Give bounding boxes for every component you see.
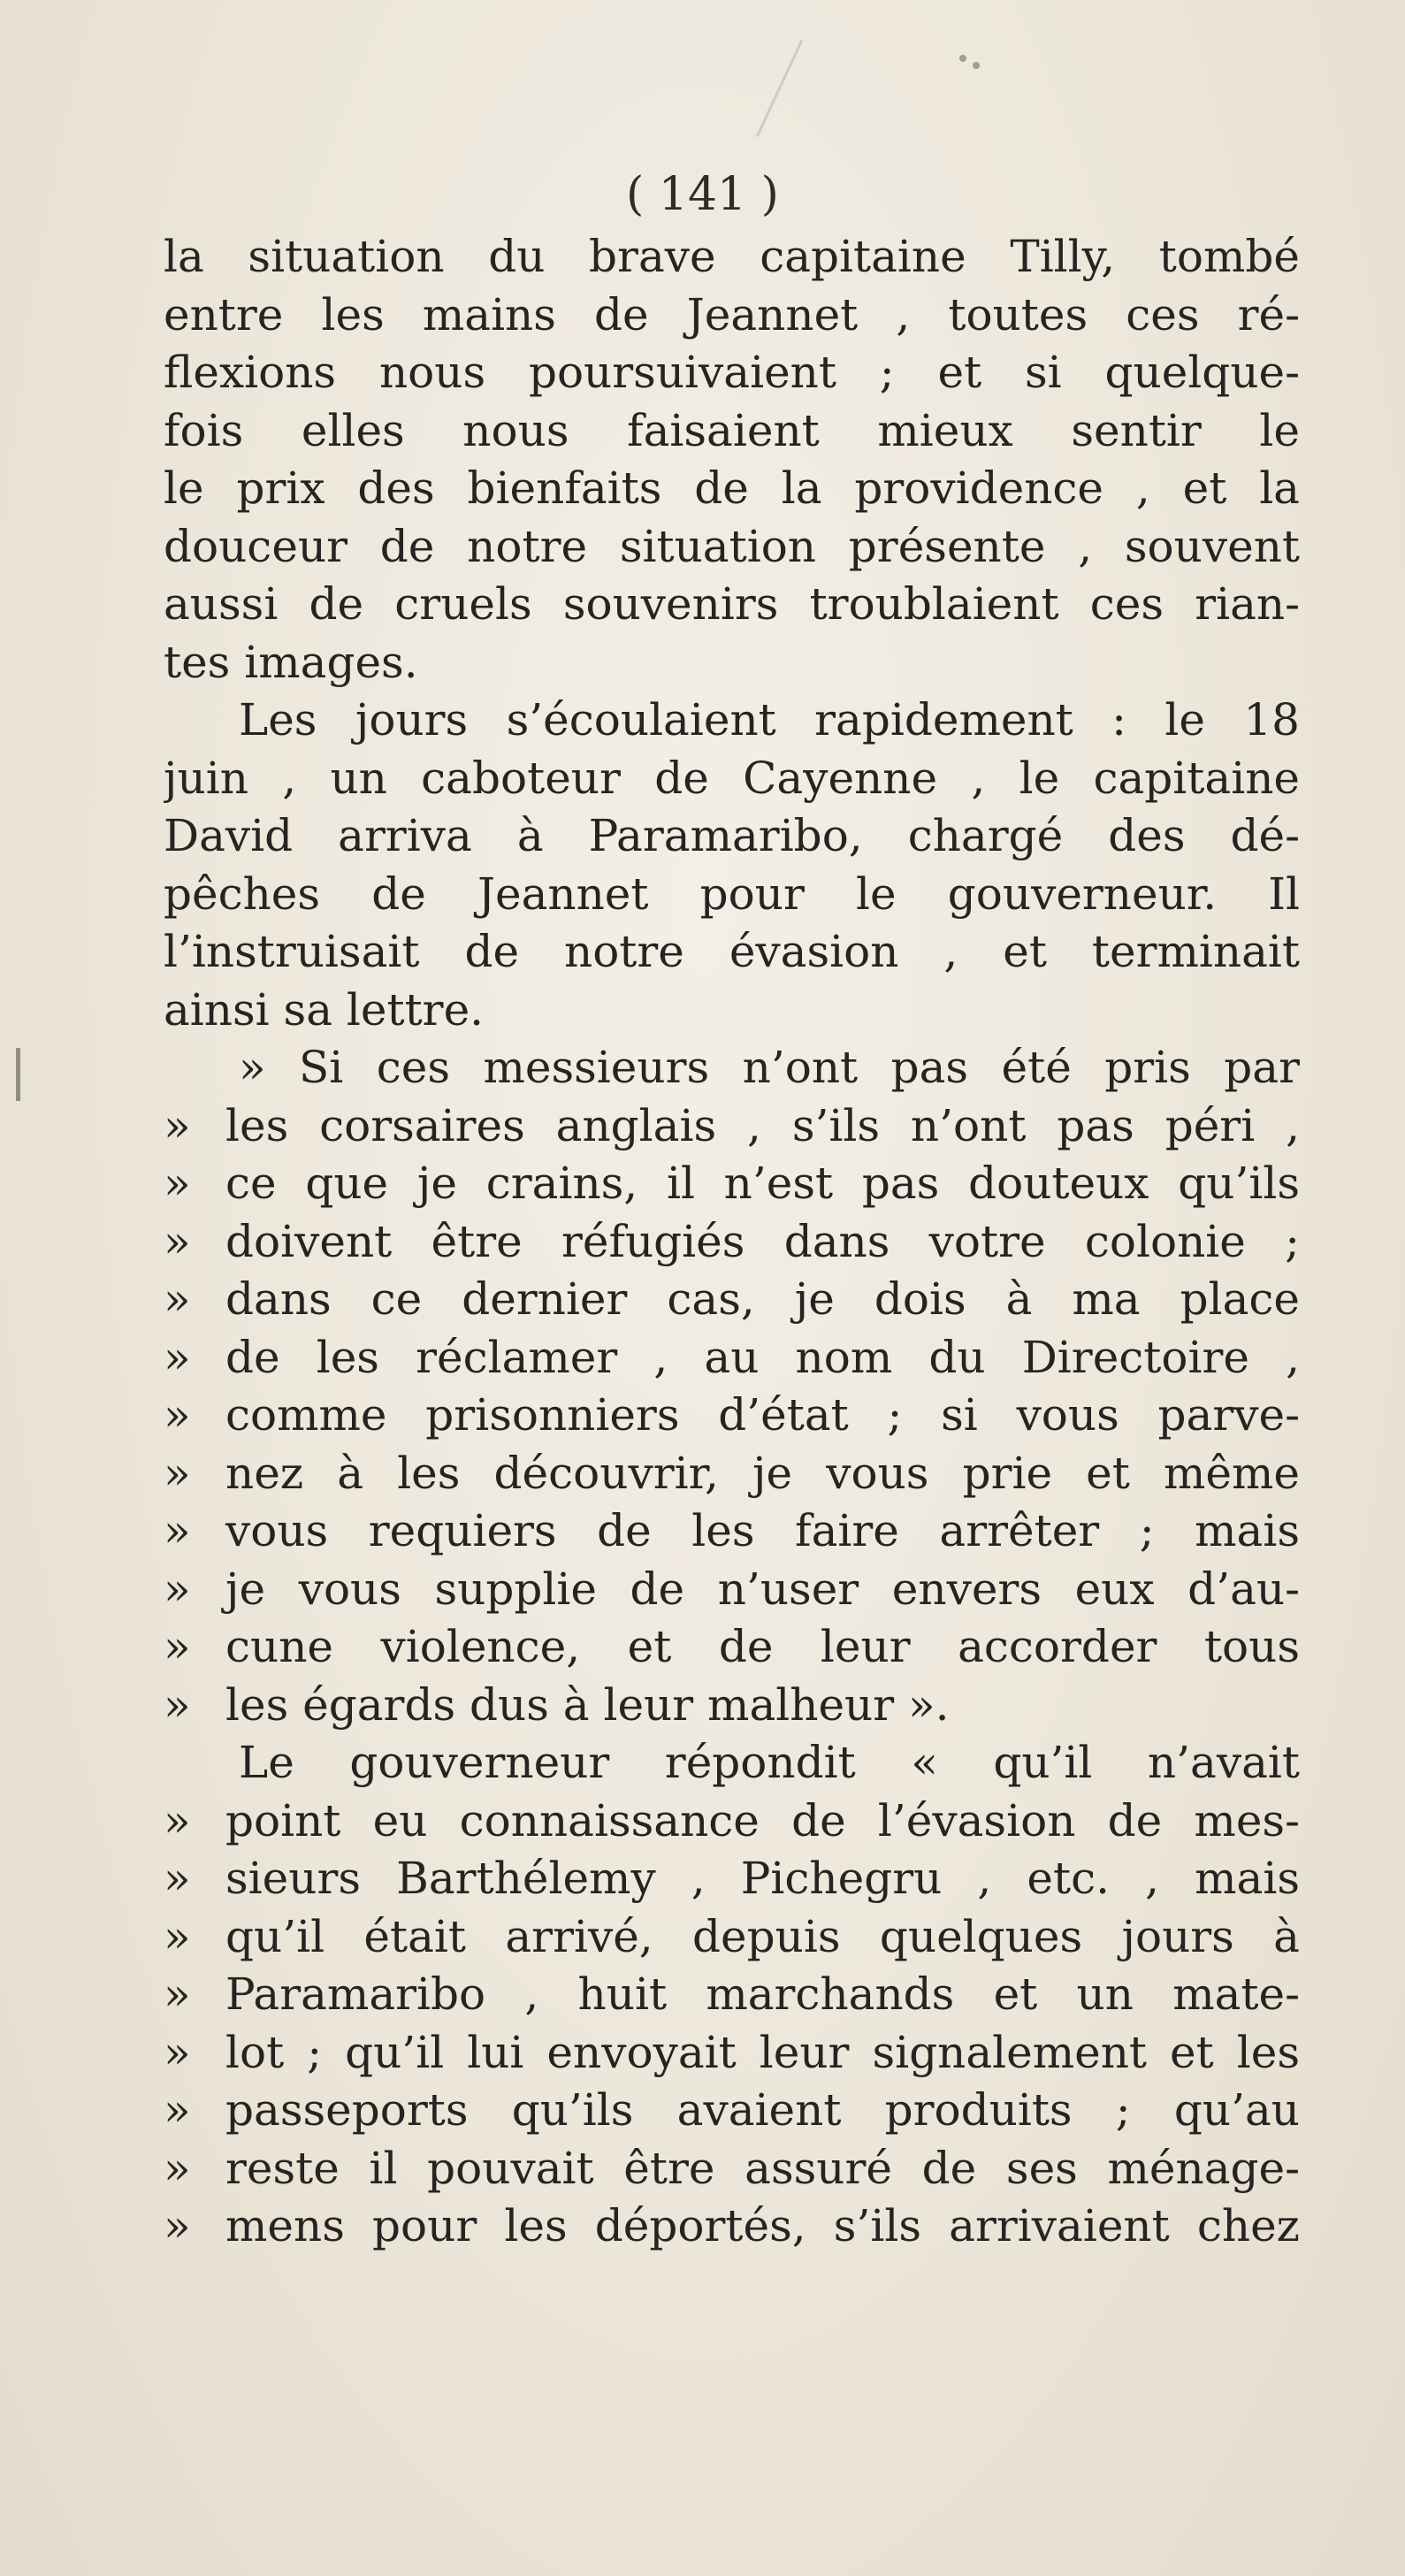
quote-mark: » — [164, 2084, 191, 2136]
quote-mark: » — [164, 2026, 191, 2078]
line-text: comme prisonniers d’état ; si vous parve- — [225, 1389, 1300, 1441]
text-line — [164, 402, 1300, 461]
line-text: l’instruisait de notre évasion , et terminait — [164, 926, 1300, 977]
text-line — [164, 287, 1300, 345]
text-line — [164, 2140, 1300, 2198]
line-text: les égards dus à leur malheur ». — [225, 1678, 950, 1731]
text-line — [164, 866, 1300, 924]
line-text: Les jours s’écoulaient rapidement : le 18 — [239, 694, 1300, 745]
text-line — [164, 344, 1300, 402]
text-line — [164, 460, 1300, 518]
quote-mark: » — [164, 1389, 191, 1441]
text-line — [164, 1966, 1300, 2024]
line-text: pêches de Jeannet pour le gouverneur. Il — [164, 868, 1300, 920]
text-line — [164, 1618, 1300, 1677]
line-text: lot ; qu’il lui envoyait leur signalement et les — [225, 2026, 1300, 2078]
text-line — [164, 518, 1300, 577]
line-text: sieurs Barthélemy , Pichegru , etc. , mais — [225, 1853, 1300, 1904]
quote-mark: » — [164, 1505, 191, 1556]
text-line — [164, 2082, 1300, 2140]
quote-mark: » — [164, 1968, 191, 2020]
quote-mark: » — [164, 1563, 191, 1615]
line-text: nez à les découvrir, je vous prie et même — [225, 1447, 1300, 1499]
line-text: je vous supplie de n’user envers eux d’au- — [225, 1563, 1300, 1615]
line-text: ainsi sa lettre. — [164, 983, 485, 1036]
text-line — [164, 692, 1300, 750]
line-text: vous requiers de les faire arrêter ; mais — [225, 1505, 1300, 1556]
quote-mark: » — [164, 1853, 191, 1904]
text-line — [164, 2024, 1300, 2083]
text-line — [164, 2198, 1300, 2256]
line-text: la situation du brave capitaine Tilly, tombé — [164, 231, 1300, 282]
line-text: Le gouverneur répondit « qu’il n’avait — [239, 1737, 1300, 1788]
margin-mark — [16, 1048, 20, 1101]
line-text: reste il pouvait être assuré de ses ménage- — [225, 2142, 1300, 2194]
line-text: » Si ces messieurs n’ont pas été pris par — [239, 1042, 1300, 1093]
line-text: tes images. — [164, 636, 418, 688]
text-line — [164, 1387, 1300, 1445]
quote-mark: » — [164, 1273, 191, 1325]
body-text — [164, 228, 1300, 2256]
text-line — [164, 1039, 1300, 1097]
line-text: entre les mains de Jeannet , toutes ces ré- — [164, 288, 1300, 340]
quote-mark: » — [164, 1910, 191, 1962]
line-text: les corsaires anglais , s’ils n’ont pas péri , — [225, 1099, 1300, 1151]
text-line — [164, 1097, 1300, 1156]
text-line — [164, 750, 1300, 808]
text-line — [164, 1908, 1300, 1967]
line-text: qu’il était arrivé, depuis quelques jours à — [225, 1910, 1300, 1962]
quote-mark: » — [164, 1215, 191, 1267]
line-text: fois elles nous faisaient mieux sentir le — [164, 404, 1300, 456]
paper-speck — [973, 62, 980, 69]
line-text: passeports qu’ils avaient produits ; qu’au — [225, 2084, 1300, 2136]
quote-mark: » — [164, 1621, 191, 1672]
paper-stain — [756, 40, 803, 137]
text-line — [164, 1445, 1300, 1503]
text-line — [164, 1792, 1300, 1851]
line-text: David arriva à Paramaribo, chargé des dé- — [164, 810, 1300, 861]
line-text: juin , un caboteur de Cayenne , le capitaine — [164, 752, 1300, 804]
text-line — [164, 982, 1300, 1040]
text-line — [164, 807, 1300, 866]
quote-mark: » — [164, 2200, 191, 2251]
text-line — [164, 923, 1300, 982]
text-line — [164, 576, 1300, 634]
text-line — [164, 1850, 1300, 1908]
line-text: point eu connaissance de l’évasion de mes- — [225, 1794, 1300, 1846]
quote-mark: » — [164, 1794, 191, 1846]
quote-mark: » — [164, 1099, 191, 1151]
line-text: cune violence, et de leur accorder tous — [225, 1621, 1300, 1672]
line-text: aussi de cruels souvenirs troublaient ces rian- — [164, 578, 1300, 630]
text-line — [164, 1271, 1300, 1329]
page-number: ( 141 ) — [626, 168, 779, 221]
text-line — [164, 228, 1300, 287]
line-text: doivent être réfugiés dans votre colonie ; — [225, 1215, 1300, 1267]
text-line — [164, 1561, 1300, 1619]
text-line — [164, 1329, 1300, 1387]
text-line — [164, 1155, 1300, 1213]
line-text: le prix des bienfaits de la providence , et la — [164, 462, 1300, 514]
line-text: ce que je crains, il n’est pas douteux qu’ils — [225, 1158, 1300, 1209]
text-line — [164, 1213, 1300, 1272]
line-text: douceur de notre situation présente , souvent — [164, 520, 1300, 572]
line-text: dans ce dernier cas, je dois à ma place — [225, 1273, 1300, 1325]
text-line — [164, 634, 1300, 692]
quote-mark: » — [164, 1158, 191, 1209]
text-line — [164, 1734, 1300, 1792]
line-text: flexions nous poursuivaient ; et si quelque- — [164, 347, 1300, 398]
quote-mark: » — [164, 2142, 191, 2194]
line-text: de les réclamer , au nom du Directoire , — [225, 1331, 1300, 1383]
text-line — [164, 1502, 1300, 1561]
quote-mark: » — [164, 1331, 191, 1383]
text-line — [164, 1677, 1300, 1735]
line-text: mens pour les déportés, s’ils arrivaient chez — [225, 2200, 1300, 2251]
line-text: Paramaribo , huit marchands et un mate- — [225, 1968, 1300, 2020]
quote-mark: » — [164, 1678, 191, 1731]
quote-mark: » — [164, 1447, 191, 1499]
paper-speck — [959, 55, 966, 62]
